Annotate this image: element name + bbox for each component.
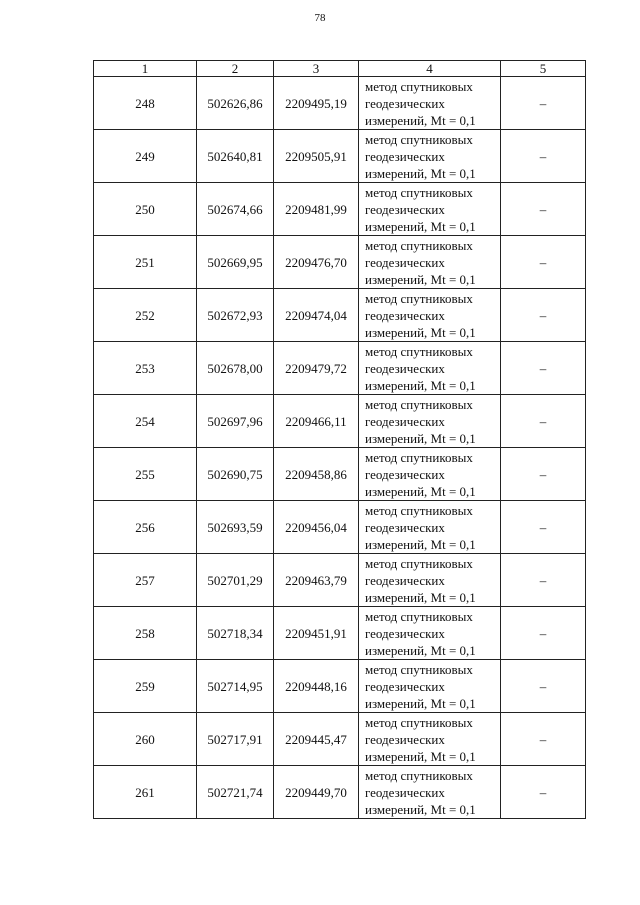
column-header-2: 2 (197, 61, 274, 77)
table-body (94, 77, 586, 819)
method-line: измерений, Mt = 0,1 (365, 377, 476, 393)
method-cell (359, 77, 501, 130)
y-coordinate-cell: 2209466,11 (274, 395, 359, 448)
note-cell: – (501, 607, 586, 660)
y-coordinate-cell: 2209456,04 (274, 501, 359, 554)
method-line: метод спутниковых (365, 78, 473, 94)
x-coordinate-cell: 502674,66 (197, 183, 274, 236)
point-number-cell: 260 (94, 713, 197, 766)
y-coordinate-cell: 2209448,16 (274, 660, 359, 713)
x-coordinate-cell: 502693,59 (197, 501, 274, 554)
y-coordinate-cell: 2209474,04 (274, 289, 359, 342)
x-coordinate-cell: 502669,95 (197, 236, 274, 289)
method-line: метод спутниковых (365, 290, 473, 306)
table-row (94, 501, 586, 554)
method-line: метод спутниковых (365, 131, 473, 147)
table-row (94, 183, 586, 236)
y-coordinate-cell: 2209449,70 (274, 766, 359, 819)
table-row (94, 607, 586, 660)
method-line: геодезических (365, 413, 445, 429)
note-cell: – (501, 183, 586, 236)
method-line: метод спутниковых (365, 502, 473, 518)
y-coordinate-cell: 2209445,47 (274, 713, 359, 766)
y-coordinate-cell: 2209479,72 (274, 342, 359, 395)
method-line: измерений, Mt = 0,1 (365, 112, 476, 128)
point-number-cell: 252 (94, 289, 197, 342)
table-row (94, 130, 586, 183)
note-cell: – (501, 713, 586, 766)
y-coordinate-cell: 2209463,79 (274, 554, 359, 607)
method-line: метод спутниковых (365, 237, 473, 253)
method-line: геодезических (365, 784, 445, 800)
method-line: измерений, Mt = 0,1 (365, 642, 476, 658)
method-line: измерений, Mt = 0,1 (365, 589, 476, 605)
note-cell: – (501, 77, 586, 130)
method-line: геодезических (365, 148, 445, 164)
method-line: геодезических (365, 360, 445, 376)
method-line: метод спутниковых (365, 396, 473, 412)
table-row (94, 660, 586, 713)
note-cell: – (501, 342, 586, 395)
method-line: геодезических (365, 731, 445, 747)
column-header-5: 5 (501, 61, 586, 77)
table-header-row (94, 61, 586, 77)
point-number-cell: 258 (94, 607, 197, 660)
x-coordinate-cell: 502701,29 (197, 554, 274, 607)
y-coordinate-cell: 2209495,19 (274, 77, 359, 130)
method-line: геодезических (365, 519, 445, 535)
point-number-cell: 248 (94, 77, 197, 130)
y-coordinate-cell: 2209451,91 (274, 607, 359, 660)
table-row (94, 448, 586, 501)
point-number-cell: 253 (94, 342, 197, 395)
method-cell (359, 713, 501, 766)
method-line: измерений, Mt = 0,1 (365, 165, 476, 181)
method-line: измерений, Mt = 0,1 (365, 324, 476, 340)
method-cell (359, 289, 501, 342)
column-header-3: 3 (274, 61, 359, 77)
method-line: геодезических (365, 678, 445, 694)
method-line: метод спутниковых (365, 343, 473, 359)
point-number-cell: 249 (94, 130, 197, 183)
method-cell (359, 395, 501, 448)
method-cell (359, 342, 501, 395)
note-cell: – (501, 236, 586, 289)
method-line: геодезических (365, 572, 445, 588)
y-coordinate-cell: 2209476,70 (274, 236, 359, 289)
note-cell: – (501, 501, 586, 554)
x-coordinate-cell: 502690,75 (197, 448, 274, 501)
method-line: геодезических (365, 95, 445, 111)
point-number-cell: 261 (94, 766, 197, 819)
method-line: измерений, Mt = 0,1 (365, 271, 476, 287)
method-line: геодезических (365, 307, 445, 323)
page-number: 78 (314, 12, 326, 24)
method-line: измерений, Mt = 0,1 (365, 801, 476, 817)
method-line: измерений, Mt = 0,1 (365, 483, 476, 499)
x-coordinate-cell: 502717,91 (197, 713, 274, 766)
table-row (94, 342, 586, 395)
method-cell (359, 766, 501, 819)
point-number-cell: 250 (94, 183, 197, 236)
note-cell: – (501, 554, 586, 607)
method-line: метод спутниковых (365, 555, 473, 571)
coordinates-table (93, 60, 586, 819)
table-row (94, 713, 586, 766)
note-cell: – (501, 130, 586, 183)
column-header-4: 4 (359, 61, 501, 77)
method-line: метод спутниковых (365, 767, 473, 783)
note-cell: – (501, 289, 586, 342)
y-coordinate-cell: 2209505,91 (274, 130, 359, 183)
method-line: геодезических (365, 254, 445, 270)
method-line: метод спутниковых (365, 714, 473, 730)
method-line: метод спутниковых (365, 449, 473, 465)
x-coordinate-cell: 502678,00 (197, 342, 274, 395)
note-cell: – (501, 766, 586, 819)
y-coordinate-cell: 2209481,99 (274, 183, 359, 236)
point-number-cell: 259 (94, 660, 197, 713)
column-header-1: 1 (94, 61, 197, 77)
method-cell (359, 607, 501, 660)
table-row (94, 77, 586, 130)
x-coordinate-cell: 502672,93 (197, 289, 274, 342)
method-line: геодезических (365, 466, 445, 482)
x-coordinate-cell: 502721,74 (197, 766, 274, 819)
method-cell (359, 554, 501, 607)
point-number-cell: 251 (94, 236, 197, 289)
method-line: метод спутниковых (365, 661, 473, 677)
method-cell (359, 130, 501, 183)
point-number-cell: 255 (94, 448, 197, 501)
table-row (94, 289, 586, 342)
method-cell (359, 501, 501, 554)
point-number-cell: 257 (94, 554, 197, 607)
table-row (94, 766, 586, 819)
x-coordinate-cell: 502626,86 (197, 77, 274, 130)
method-line: метод спутниковых (365, 608, 473, 624)
method-cell (359, 236, 501, 289)
point-number-cell: 254 (94, 395, 197, 448)
method-cell (359, 660, 501, 713)
x-coordinate-cell: 502640,81 (197, 130, 274, 183)
method-line: измерений, Mt = 0,1 (365, 695, 476, 711)
x-coordinate-cell: 502718,34 (197, 607, 274, 660)
point-number-cell: 256 (94, 501, 197, 554)
method-line: метод спутниковых (365, 184, 473, 200)
table-row (94, 236, 586, 289)
table-row (94, 554, 586, 607)
method-line: геодезических (365, 201, 445, 217)
y-coordinate-cell: 2209458,86 (274, 448, 359, 501)
method-cell (359, 448, 501, 501)
method-line: измерений, Mt = 0,1 (365, 536, 476, 552)
method-cell (359, 183, 501, 236)
method-line: измерений, Mt = 0,1 (365, 430, 476, 446)
method-line: геодезических (365, 625, 445, 641)
table-row (94, 395, 586, 448)
note-cell: – (501, 395, 586, 448)
method-line: измерений, Mt = 0,1 (365, 748, 476, 764)
x-coordinate-cell: 502714,95 (197, 660, 274, 713)
method-line: измерений, Mt = 0,1 (365, 218, 476, 234)
x-coordinate-cell: 502697,96 (197, 395, 274, 448)
note-cell: – (501, 660, 586, 713)
note-cell: – (501, 448, 586, 501)
